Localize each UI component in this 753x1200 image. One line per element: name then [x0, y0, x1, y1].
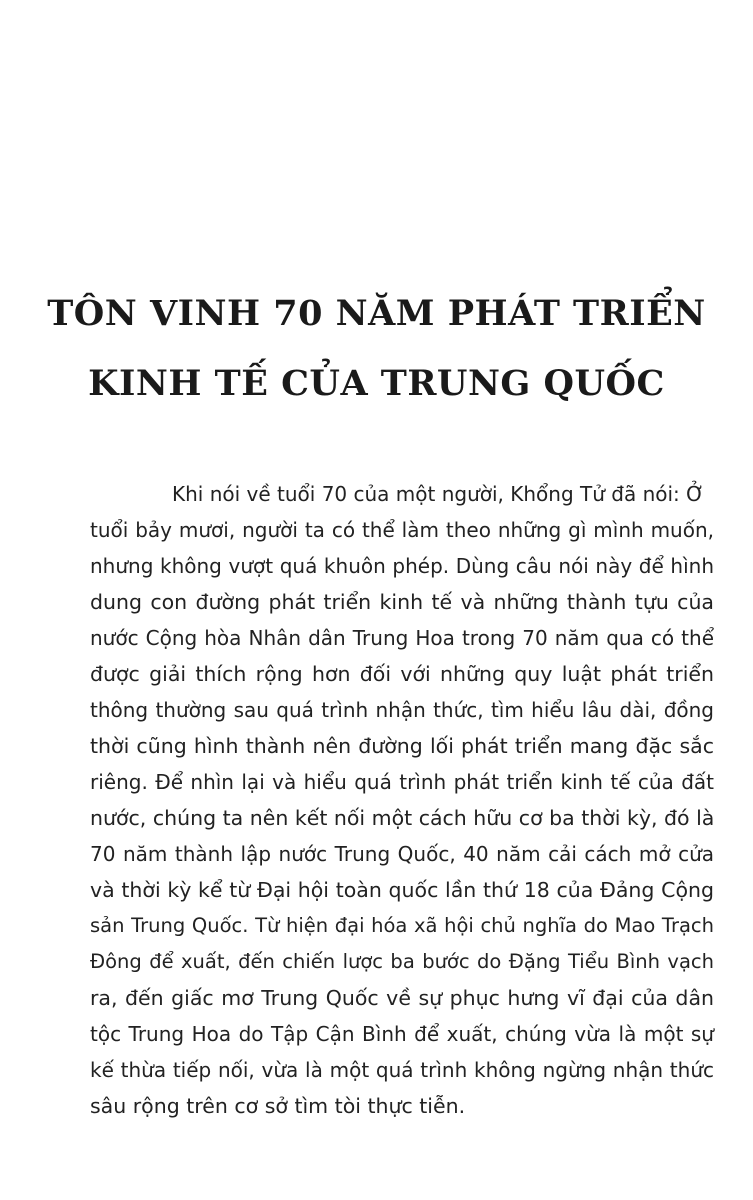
paragraph-line: thời cũng hình thành nên đường lối phát triển mang đặc sắc — [90, 734, 714, 758]
paragraph-line: được giải thích rộng hơn đối với những quy luật phát triển — [90, 662, 714, 686]
paragraph-line: Đông để xuất, đến chiến lược ba bước do Đặng Tiểu Bình vạch — [90, 950, 714, 973]
paragraph-line: tuổi bảy mươi, người ta có thể làm theo những gì mình muốn, — [90, 518, 714, 542]
paragraph-line: sâu rộng trên cơ sở tìm tòi thực tiễn. — [90, 1094, 466, 1118]
paragraph-line: nước, chúng ta nên kết nối một cách hữu cơ ba thời kỳ, đó là — [90, 806, 715, 830]
paragraph-line: kế thừa tiếp nối, vừa là một quá trình không ngừng nhận thức — [90, 1058, 714, 1082]
paragraph-line: và thời kỳ kể từ Đại hội toàn quốc lần thứ 18 của Đảng Cộng — [90, 878, 714, 902]
paragraph-line: 70 năm thành lập nước Trung Quốc, 40 năm cải cách mở cửa — [90, 842, 714, 866]
paragraph-line: ra, đến giấc mơ Trung Quốc về sự phục hưng vĩ đại của dân — [90, 986, 714, 1010]
paragraph-line: thông thường sau quá trình nhận thức, tìm hiểu lâu dài, đồng — [90, 698, 714, 722]
paragraph-line: nhưng không vượt quá khuôn phép. Dùng câu nói này để hình — [90, 554, 714, 578]
paragraph-line: dung con đường phát triển kinh tế và những thành tựu của — [90, 590, 714, 614]
chapter-title-line-2: KINH TẾ CỦA TRUNG QUỐC — [88, 363, 665, 404]
paragraph-line: sản Trung Quốc. Từ hiện đại hóa xã hội chủ nghĩa do Mao Trạch — [90, 914, 714, 937]
paragraph-line: Khi nói về tuổi 70 của một người, Khổng Tử đã nói: Ở — [172, 482, 705, 506]
paragraph-line: tộc Trung Hoa do Tập Cận Bình để xuất, chúng vừa là một sự — [90, 1022, 714, 1046]
chapter-title-line-1: TÔN VINH 70 NĂM PHÁT TRIỂN — [47, 293, 706, 334]
paragraph-line: riêng. Để nhìn lại và hiểu quá trình phát triển kinh tế của đất — [90, 770, 714, 794]
paragraph-line: nước Cộng hòa Nhân dân Trung Hoa trong 70 năm qua có thể — [90, 626, 714, 650]
